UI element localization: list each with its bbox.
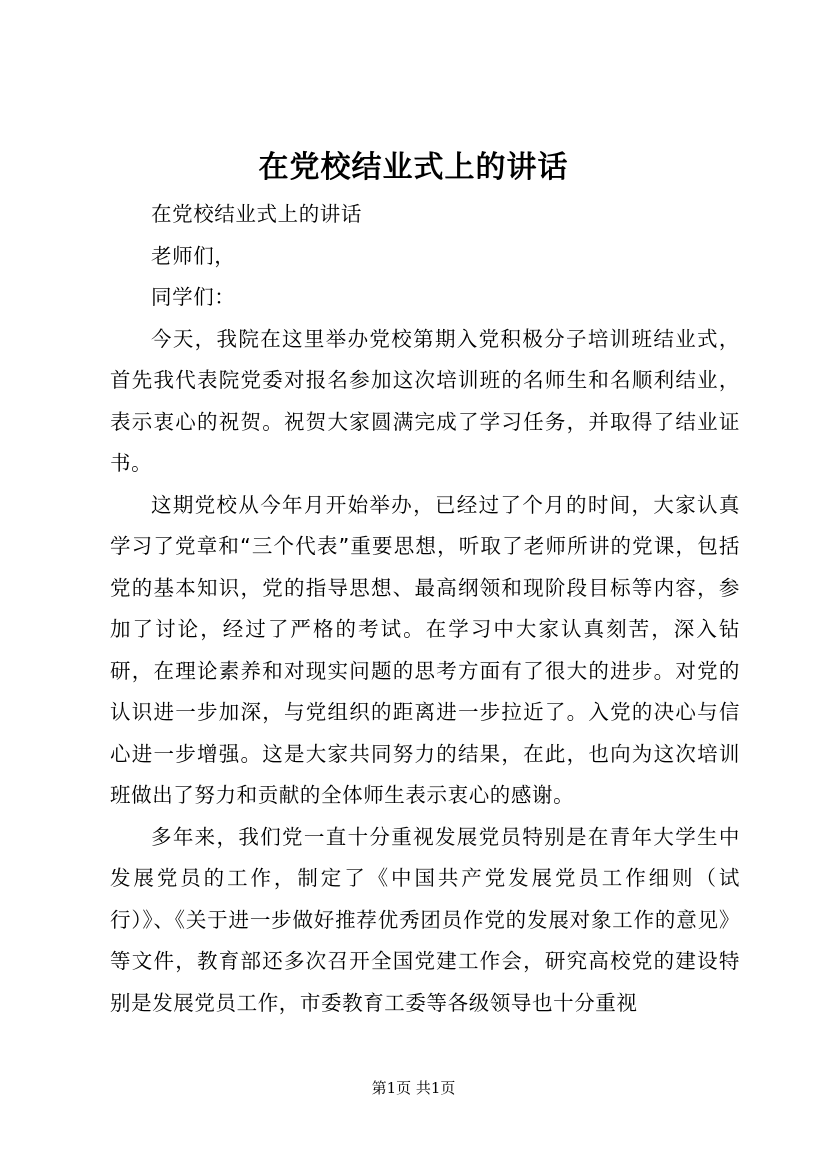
paragraph-review: 这期党校从今年月开始举办，已经过了个月的时间，大家认真学习了党章和“三个代表”重要思想，听取了老师所讲的党课，包括党的基本知识，党的指导思想、最高纲领和现阶段目标等内容，参加了讨论，经过了严格的考试。在学习中大家认真刻苦，深入钻研，在理论素养和对现实问题的思考方面有了很大的进步。对党的认识进一步加深，与党组织的距离进一步拉近了。入党的决心与信心进一步增强。这是大家共同努力的结果，在此，也向为这次培训班做出了努力和贡献的全体师生表示衷心的感谢。	[110, 492, 740, 807]
page-footer: 第1页 共1页	[371, 1079, 456, 1097]
paragraph-history: 多年来，我们党一直十分重视发展党员特别是在青年大学生中发展党员的工作，制定了《中国共产党发展党员工作细则（试行）》、《关于进一步做好推荐优秀团员作党的发展对象工作的意见》等文件，教育部还多次召开全国党建工作会，研究高校党的建设特别是发展党员工作，市委教育工委等各级领导也十分重视	[110, 824, 740, 1015]
document-body	[110, 194, 740, 1024]
paragraph-heading: 在党校结业式上的讲话	[151, 202, 362, 226]
paragraph-salutation-students: 同学们：	[151, 285, 236, 309]
document-title: 在党校结业式上的讲话	[258, 150, 569, 185]
paragraph-salutation-teachers: 老师们，	[151, 243, 236, 268]
paragraph-opening: 今天，我院在这里举办党校第期入党积极分子培训班结业式，首先我代表院党委对报名参加这次培训班的名师生和名顺利结业，表示衷心的祝贺。祝贺大家圆满完成了学习任务，并取得了结业证书。	[110, 326, 740, 475]
